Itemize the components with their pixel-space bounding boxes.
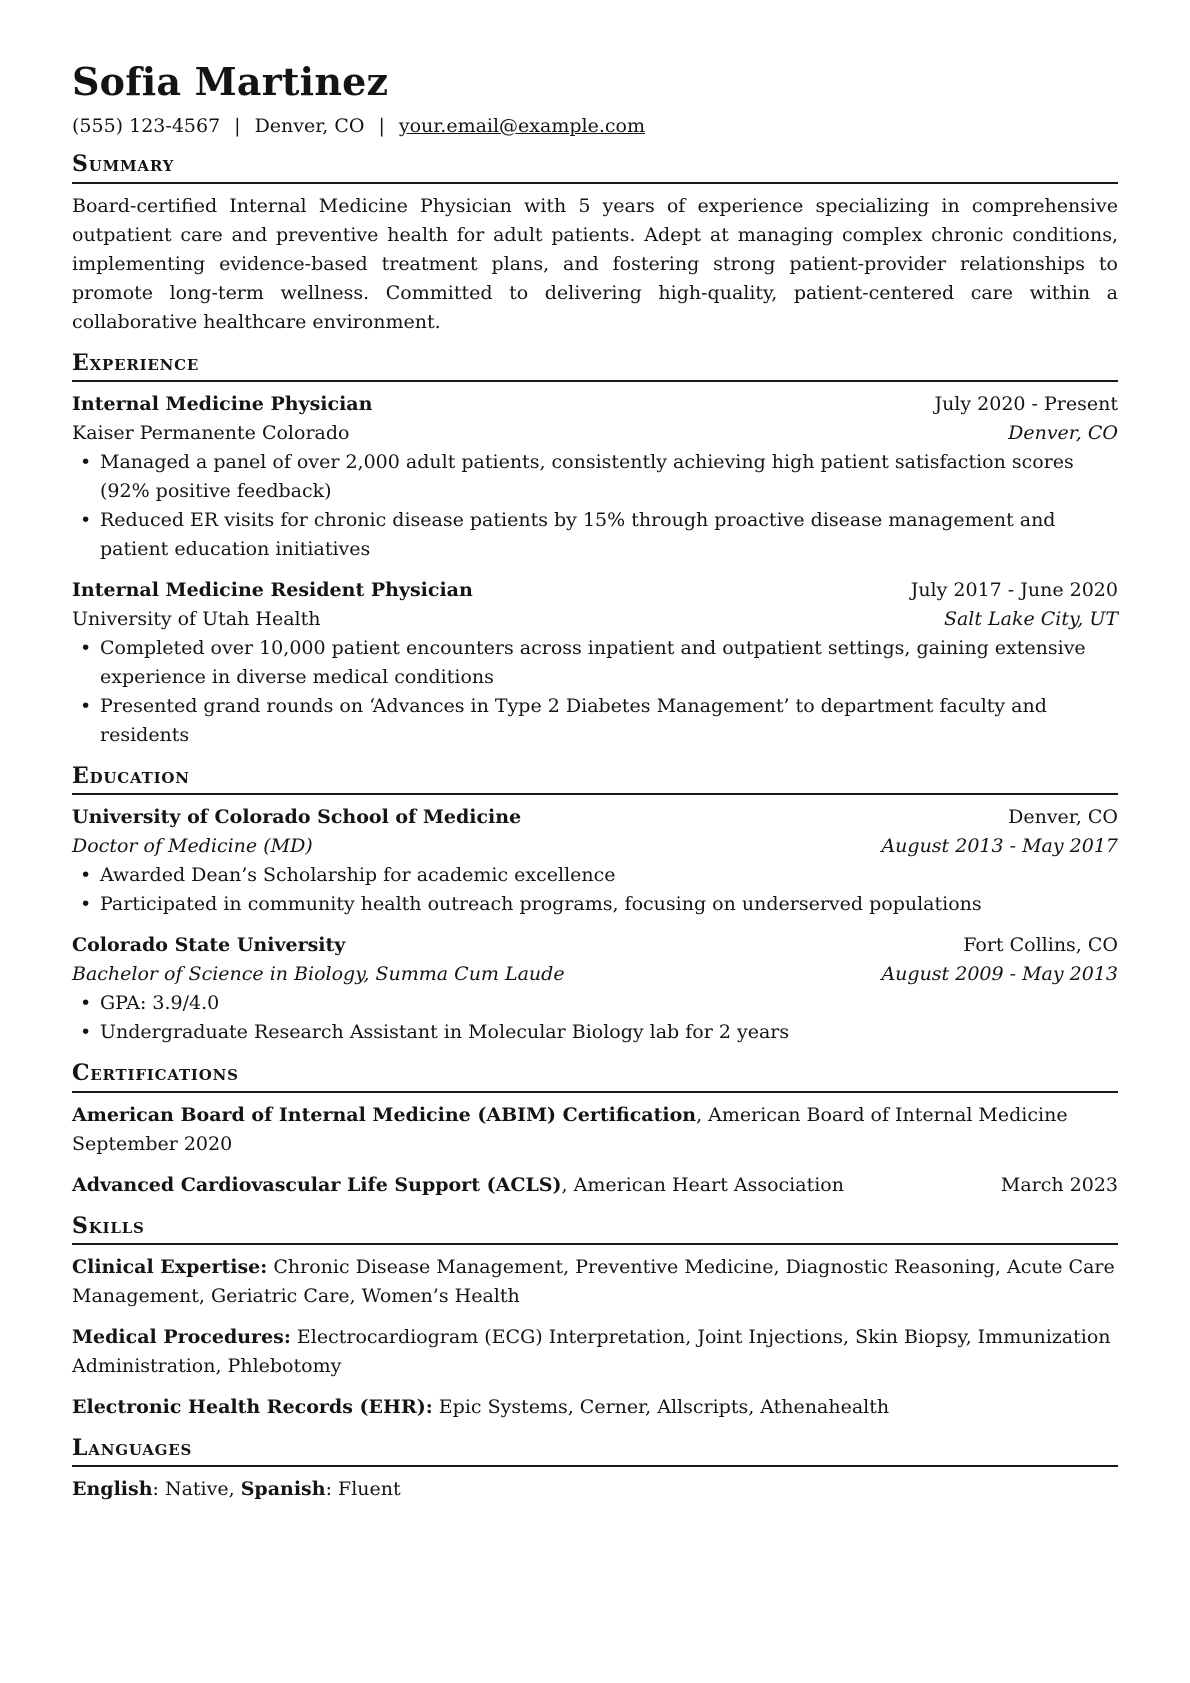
languages-section [72,1436,1118,1504]
skill-values: Chronic Disease Management, Preventive Medicine, Diagnostic Reasoning, Acute Care Management, Geriatric Care, Women’s Health [72,1255,1115,1307]
school-dates: August 2013 - May 2017 [881,835,1118,858]
contact-separator: | [378,114,385,137]
skill-group [72,1253,1118,1311]
experience-entry [72,390,1118,564]
bullet-item: • Completed over 10,000 patient encounters across inpatient and outpatient settings, gaining extensive experience in diverse medical conditions [72,634,1118,692]
job-location: Salt Lake City, UT [943,607,1118,630]
section-heading: Languages [72,1436,1118,1467]
education-bullets [72,861,1118,919]
job-dates: July 2017 - June 2020 [910,578,1118,601]
skills-section [72,1214,1118,1422]
bullet-item: • Reduced ER visits for chronic disease patients by 15% through proactive disease management and patient education initiatives [72,506,1118,564]
bullet-item: • Managed a panel of over 2,000 adult patients, consistently achieving high patient satisfaction scores (92% positive feedback) [72,448,1118,506]
language-level: : Native, [152,1478,241,1501]
section-heading: Skills [72,1214,1118,1245]
skill-values: Epic Systems, Cerner, Allscripts, Athenahealth [432,1395,890,1418]
job-bullets [72,634,1118,750]
language-name: English [72,1478,153,1501]
school-dates: August 2009 - May 2013 [881,963,1118,986]
skill-label: Clinical Expertise: [72,1255,268,1278]
degree: Doctor of Medicine (MD) [72,835,313,858]
employer: Kaiser Permanente Colorado [72,421,350,444]
skill-group [72,1323,1118,1381]
school-location: Denver, CO [1008,806,1118,829]
location: Denver, CO [254,114,365,137]
certification-issuer: , American Board of Internal Medicine [696,1103,1068,1126]
certification-name: Advanced Cardiovascular Life Support (ACLS) [72,1173,562,1196]
contact-line [72,114,1118,139]
bullet-item: • Awarded Dean’s Scholarship for academic excellence [72,861,1118,890]
certification-item [72,1101,1118,1159]
certifications-section [72,1061,1118,1199]
language-name: Spanish [240,1478,326,1501]
experience-entry [72,576,1118,750]
education-section [72,764,1118,1047]
certification-name: American Board of Internal Medicine (ABIM) Certification [72,1103,697,1126]
skill-label: Medical Procedures: [72,1325,291,1348]
certification-item [72,1171,1118,1200]
certification-issuer: , American Heart Association [561,1173,844,1196]
contact-separator: | [234,114,241,137]
job-dates: July 2020 - Present [934,392,1118,415]
resume-header [72,60,1118,138]
skill-label: Electronic Health Records (EHR): [72,1395,433,1418]
school-name: University of Colorado School of Medicine [72,806,522,829]
section-heading: Certifications [72,1061,1118,1092]
summary-text: Board-certified Internal Medicine Physician with 5 years of experience specializing in comprehensive outpatient care and preventive health for adult patients. Adept at managing complex chronic conditions, implementing evidence-based treatment plans, and fostering strong patient-provider relationships to promote long-term wellness. Committed to delivering high-quality, patient-centered care within a collaborative healthcare environment. [72,194,1118,333]
section-heading: Education [72,764,1118,795]
skill-values: Electrocardiogram (ECG) Interpretation, Joint Injections, Skin Biopsy, Immunization Administration, Phlebotomy [72,1325,1111,1377]
school-location: Fort Collins, CO [963,934,1118,957]
bullet-item: • Undergraduate Research Assistant in Molecular Biology lab for 2 years [72,1018,1118,1047]
candidate-name: Sofia Martinez [72,59,389,104]
certification-date: March 2023 [1000,1173,1118,1196]
bullet-item: • Presented grand rounds on ‘Advances in Type 2 Diabetes Management’ to department faculty and residents [72,692,1118,750]
job-title: Internal Medicine Physician [72,392,373,415]
bullet-item: • GPA: 3.9/4.0 [72,989,1118,1018]
job-location: Denver, CO [1008,421,1118,444]
job-bullets [72,448,1118,564]
school-name: Colorado State University [72,934,346,957]
summary-section [72,152,1118,336]
section-heading: Experience [72,351,1118,382]
phone-number: (555) 123-4567 [72,114,221,137]
section-heading: Summary [72,152,1118,183]
education-entry [72,803,1118,919]
language-level: : Fluent [325,1478,401,1501]
languages-line [72,1475,1118,1504]
email-link[interactable]: your.email@example.com [398,114,645,137]
skill-group [72,1393,1118,1422]
certification-date: September 2020 [72,1132,233,1155]
degree: Bachelor of Science in Biology, Summa Cum Laude [72,963,565,986]
education-entry [72,931,1118,1047]
job-title: Internal Medicine Resident Physician [72,578,473,601]
education-bullets [72,989,1118,1047]
experience-section [72,351,1118,750]
employer: University of Utah Health [72,607,321,630]
bullet-item: • Participated in community health outreach programs, focusing on underserved populations [72,890,1118,919]
